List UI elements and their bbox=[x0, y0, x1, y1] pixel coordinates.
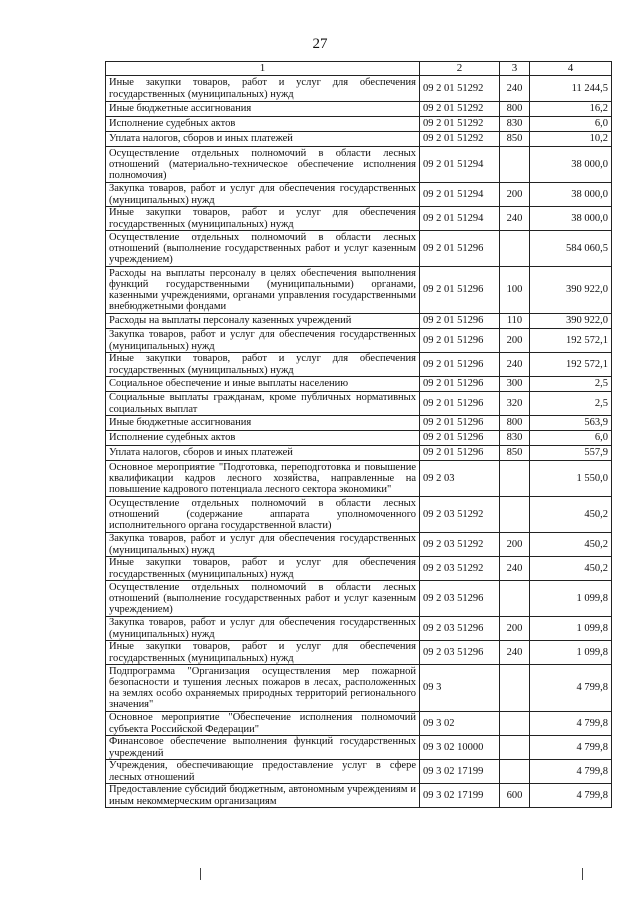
table-row bbox=[106, 617, 612, 641]
row-description: Уплата налогов, сборов и иных платежей bbox=[106, 446, 420, 461]
table-row bbox=[106, 641, 612, 665]
row-description: Расходы на выплаты персоналу в целях обеспечения выполнения функций государственными (муниципальными) органами, казенными учреждениями, органами управления государственными внебюджетными фондами bbox=[106, 267, 420, 314]
row-amount: 38 000,0 bbox=[530, 147, 612, 183]
row-code: 09 2 03 51296 bbox=[420, 641, 500, 665]
row-description: Иные закупки товаров, работ и услуг для обеспечения государственных (муниципальных) нужд bbox=[106, 207, 420, 231]
row-description: Исполнение судебных актов bbox=[106, 431, 420, 446]
row-expense-type: 850 bbox=[500, 446, 530, 461]
row-expense-type bbox=[500, 712, 530, 736]
row-description: Расходы на выплаты персоналу казенных учреждений bbox=[106, 314, 420, 329]
table-row bbox=[106, 353, 612, 377]
row-expense-type: 240 bbox=[500, 353, 530, 377]
scan-mark bbox=[582, 868, 583, 880]
row-expense-type: 100 bbox=[500, 267, 530, 314]
row-amount: 4 799,8 bbox=[530, 760, 612, 784]
row-amount: 563,9 bbox=[530, 416, 612, 431]
row-amount: 10,2 bbox=[530, 132, 612, 147]
row-amount: 390 922,0 bbox=[530, 314, 612, 329]
row-amount: 6,0 bbox=[530, 431, 612, 446]
row-description: Осуществление отдельных полномочий в области лесных отношений (содержание аппарата уполномоченного исполнительного органа государственной власти) bbox=[106, 497, 420, 533]
row-expense-type bbox=[500, 461, 530, 497]
row-description: Закупка товаров, работ и услуг для обеспечения государственных (муниципальных) нужд bbox=[106, 329, 420, 353]
row-expense-type bbox=[500, 736, 530, 760]
table-row bbox=[106, 76, 612, 102]
row-description: Основное мероприятие "Подготовка, переподготовка и повышение квалификации кадров лесного хозяйства, направленные на повышение кадрового потенциала лесного сектора экономики" bbox=[106, 461, 420, 497]
row-amount: 557,9 bbox=[530, 446, 612, 461]
row-amount: 1 099,8 bbox=[530, 581, 612, 617]
row-code: 09 2 03 51296 bbox=[420, 581, 500, 617]
row-expense-type: 300 bbox=[500, 377, 530, 392]
row-description: Иные закупки товаров, работ и услуг для обеспечения государственных (муниципальных) нужд bbox=[106, 76, 420, 102]
table-row bbox=[106, 557, 612, 581]
row-description: Осуществление отдельных полномочий в области лесных отношений (материально-техническое обеспечение исполнения полномочия) bbox=[106, 147, 420, 183]
row-code: 09 3 02 17199 bbox=[420, 760, 500, 784]
row-amount: 38 000,0 bbox=[530, 207, 612, 231]
table-row bbox=[106, 314, 612, 329]
row-amount: 4 799,8 bbox=[530, 784, 612, 808]
row-description: Подпрограмма "Организация осуществления мер пожарной безопасности и тушения лесных пожаров в лесах, расположенных на землях особо охраняемых природных территорий регионального значения" bbox=[106, 665, 420, 712]
row-amount: 6,0 bbox=[530, 117, 612, 132]
row-code: 09 3 02 bbox=[420, 712, 500, 736]
row-amount: 1 099,8 bbox=[530, 641, 612, 665]
row-amount: 390 922,0 bbox=[530, 267, 612, 314]
table-row bbox=[106, 183, 612, 207]
budget-table bbox=[105, 61, 612, 808]
table-row bbox=[106, 231, 612, 267]
row-expense-type bbox=[500, 497, 530, 533]
column-header-description: 1 bbox=[106, 62, 420, 76]
row-description: Финансовое обеспечение выполнения функций государственных учреждений bbox=[106, 736, 420, 760]
column-header-code: 2 bbox=[420, 62, 500, 76]
row-description: Закупка товаров, работ и услуг для обеспечения государственных (муниципальных) нужд bbox=[106, 617, 420, 641]
row-code: 09 2 01 51294 bbox=[420, 147, 500, 183]
row-description: Иные бюджетные ассигнования bbox=[106, 416, 420, 431]
row-code: 09 2 01 51296 bbox=[420, 314, 500, 329]
row-amount: 4 799,8 bbox=[530, 736, 612, 760]
row-amount: 192 572,1 bbox=[530, 329, 612, 353]
row-expense-type: 240 bbox=[500, 207, 530, 231]
row-code: 09 2 01 51296 bbox=[420, 416, 500, 431]
row-code: 09 2 01 51296 bbox=[420, 353, 500, 377]
row-code: 09 2 03 bbox=[420, 461, 500, 497]
row-amount: 192 572,1 bbox=[530, 353, 612, 377]
table-row bbox=[106, 102, 612, 117]
row-code: 09 2 01 51296 bbox=[420, 329, 500, 353]
row-description: Иные закупки товаров, работ и услуг для обеспечения государственных (муниципальных) нужд bbox=[106, 641, 420, 665]
row-expense-type: 200 bbox=[500, 533, 530, 557]
row-expense-type: 240 bbox=[500, 76, 530, 102]
row-code: 09 2 01 51296 bbox=[420, 377, 500, 392]
row-description: Уплата налогов, сборов и иных платежей bbox=[106, 132, 420, 147]
page-number: 27 bbox=[312, 36, 328, 52]
row-expense-type: 200 bbox=[500, 617, 530, 641]
table-row bbox=[106, 533, 612, 557]
row-amount: 584 060,5 bbox=[530, 231, 612, 267]
row-amount: 2,5 bbox=[530, 377, 612, 392]
row-expense-type: 240 bbox=[500, 557, 530, 581]
row-description: Осуществление отдельных полномочий в области лесных отношений (выполнение государственных работ и услуг казенным учреждением) bbox=[106, 231, 420, 267]
row-amount: 4 799,8 bbox=[530, 665, 612, 712]
row-code: 09 3 02 10000 bbox=[420, 736, 500, 760]
row-description: Осуществление отдельных полномочий в области лесных отношений (выполнение государственных работ и услуг казенным учреждением) bbox=[106, 581, 420, 617]
row-amount: 16,2 bbox=[530, 102, 612, 117]
row-description: Иные закупки товаров, работ и услуг для обеспечения государственных (муниципальных) нужд bbox=[106, 557, 420, 581]
table-row bbox=[106, 329, 612, 353]
table-row bbox=[106, 267, 612, 314]
row-expense-type bbox=[500, 760, 530, 784]
row-code: 09 2 01 51292 bbox=[420, 76, 500, 102]
row-expense-type: 830 bbox=[500, 117, 530, 132]
row-code: 09 2 01 51296 bbox=[420, 431, 500, 446]
row-code: 09 2 01 51296 bbox=[420, 446, 500, 461]
row-code: 09 2 01 51292 bbox=[420, 117, 500, 132]
row-code: 09 2 03 51292 bbox=[420, 497, 500, 533]
row-expense-type bbox=[500, 581, 530, 617]
row-code: 09 2 03 51296 bbox=[420, 617, 500, 641]
row-amount: 4 799,8 bbox=[530, 712, 612, 736]
row-amount: 11 244,5 bbox=[530, 76, 612, 102]
row-code: 09 2 03 51292 bbox=[420, 533, 500, 557]
row-amount: 1 550,0 bbox=[530, 461, 612, 497]
table-row bbox=[106, 416, 612, 431]
row-expense-type: 600 bbox=[500, 784, 530, 808]
table-row bbox=[106, 760, 612, 784]
row-expense-type: 320 bbox=[500, 392, 530, 416]
row-code: 09 3 02 17199 bbox=[420, 784, 500, 808]
row-amount: 1 099,8 bbox=[530, 617, 612, 641]
row-code: 09 2 01 51296 bbox=[420, 392, 500, 416]
row-description: Социальное обеспечение и иные выплаты населению bbox=[106, 377, 420, 392]
row-description: Закупка товаров, работ и услуг для обеспечения государственных (муниципальных) нужд bbox=[106, 533, 420, 557]
table-row bbox=[106, 132, 612, 147]
row-expense-type: 830 bbox=[500, 431, 530, 446]
row-expense-type: 200 bbox=[500, 329, 530, 353]
row-expense-type: 800 bbox=[500, 102, 530, 117]
column-header-amount: 4 bbox=[530, 62, 612, 76]
table-row bbox=[106, 581, 612, 617]
row-description: Предоставление субсидий бюджетным, автономным учреждениям и иным некоммерческим организациям bbox=[106, 784, 420, 808]
column-header-expense-type: 3 bbox=[500, 62, 530, 76]
row-description: Исполнение судебных актов bbox=[106, 117, 420, 132]
row-description: Социальные выплаты гражданам, кроме публичных нормативных социальных выплат bbox=[106, 392, 420, 416]
row-code: 09 3 bbox=[420, 665, 500, 712]
row-description: Иные закупки товаров, работ и услуг для обеспечения государственных (муниципальных) нужд bbox=[106, 353, 420, 377]
header-row bbox=[106, 62, 612, 76]
table-row bbox=[106, 461, 612, 497]
table-row bbox=[106, 117, 612, 132]
row-amount: 38 000,0 bbox=[530, 183, 612, 207]
row-amount: 450,2 bbox=[530, 557, 612, 581]
scan-mark bbox=[200, 868, 201, 880]
table-row bbox=[106, 207, 612, 231]
row-code: 09 2 01 51296 bbox=[420, 231, 500, 267]
table-row bbox=[106, 431, 612, 446]
table-row bbox=[106, 736, 612, 760]
row-amount: 450,2 bbox=[530, 533, 612, 557]
table-row bbox=[106, 784, 612, 808]
row-code: 09 2 01 51294 bbox=[420, 207, 500, 231]
table-row bbox=[106, 377, 612, 392]
row-code: 09 2 03 51292 bbox=[420, 557, 500, 581]
row-code: 09 2 01 51296 bbox=[420, 267, 500, 314]
row-code: 09 2 01 51292 bbox=[420, 102, 500, 117]
row-amount: 450,2 bbox=[530, 497, 612, 533]
table-row bbox=[106, 665, 612, 712]
row-expense-type bbox=[500, 665, 530, 712]
table-row bbox=[106, 497, 612, 533]
row-description: Основное мероприятие "Обеспечение исполнения полномочий субъекта Российской Федерации" bbox=[106, 712, 420, 736]
row-description: Иные бюджетные ассигнования bbox=[106, 102, 420, 117]
table-row bbox=[106, 446, 612, 461]
row-code: 09 2 01 51292 bbox=[420, 132, 500, 147]
row-code: 09 2 01 51294 bbox=[420, 183, 500, 207]
row-expense-type: 800 bbox=[500, 416, 530, 431]
row-description: Учреждения, обеспечивающие предоставление услуг в сфере лесных отношений bbox=[106, 760, 420, 784]
table-row bbox=[106, 392, 612, 416]
row-expense-type bbox=[500, 147, 530, 183]
table-row bbox=[106, 712, 612, 736]
row-description: Закупка товаров, работ и услуг для обеспечения государственных (муниципальных) нужд bbox=[106, 183, 420, 207]
row-expense-type bbox=[500, 231, 530, 267]
row-amount: 2,5 bbox=[530, 392, 612, 416]
table-row bbox=[106, 147, 612, 183]
row-expense-type: 240 bbox=[500, 641, 530, 665]
row-expense-type: 200 bbox=[500, 183, 530, 207]
row-expense-type: 850 bbox=[500, 132, 530, 147]
row-expense-type: 110 bbox=[500, 314, 530, 329]
